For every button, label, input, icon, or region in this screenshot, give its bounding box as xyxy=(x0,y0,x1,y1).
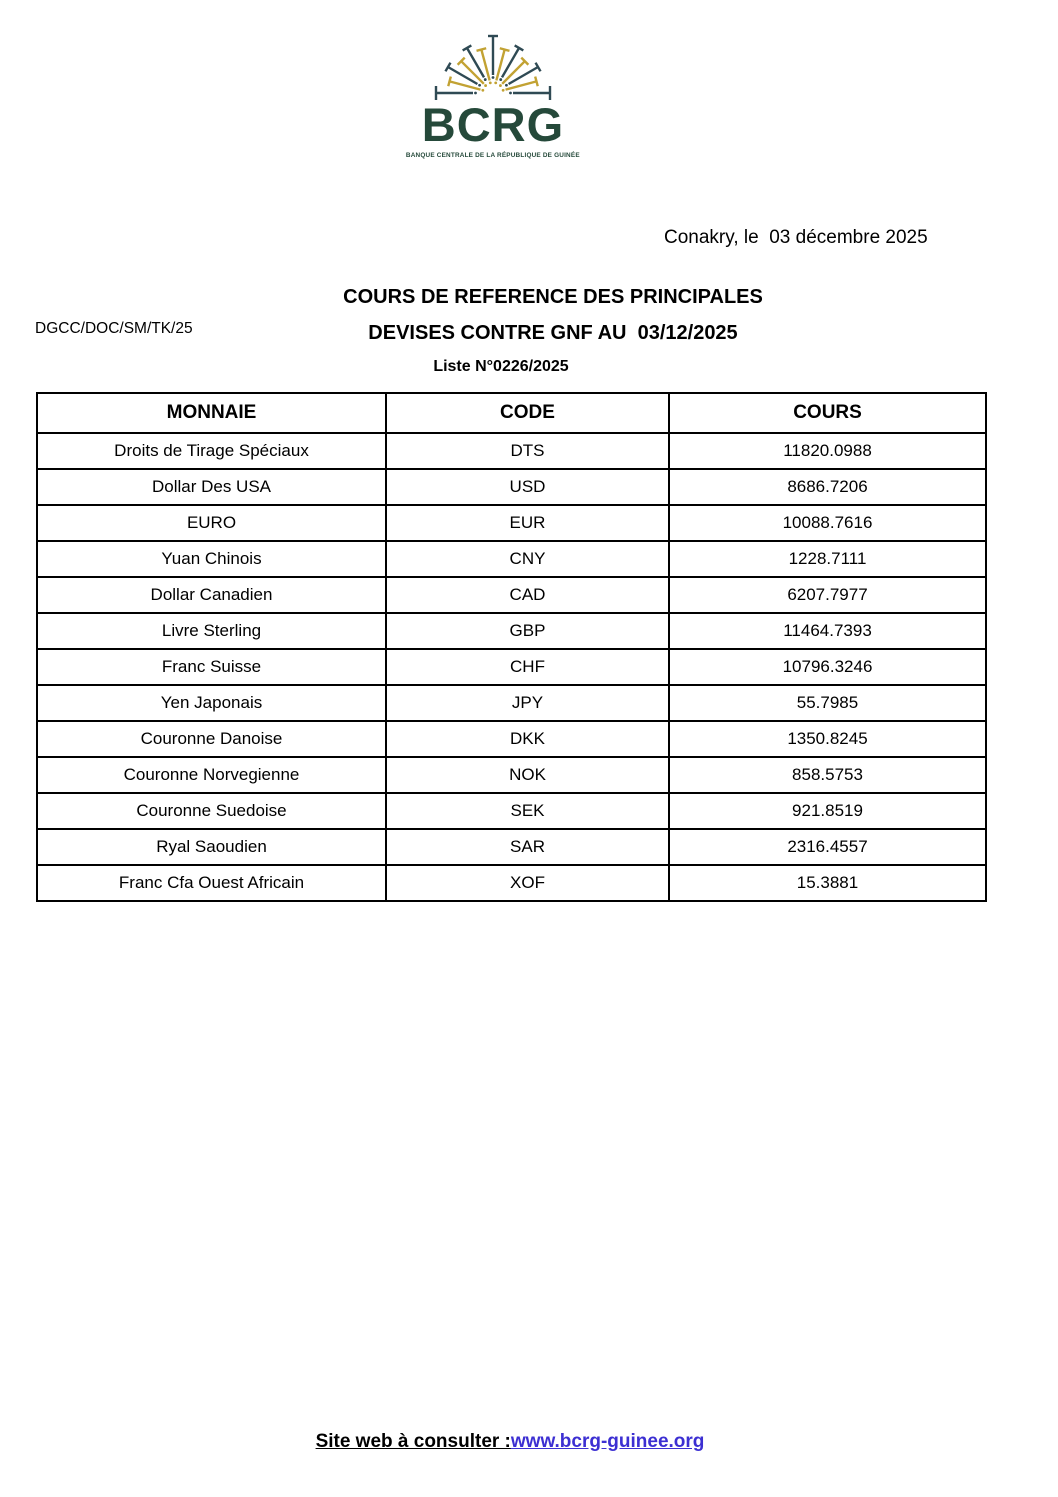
footer-link[interactable]: www.bcrg-guinee.org xyxy=(510,1431,705,1452)
cell-monnaie: Dollar Des USA xyxy=(37,469,386,505)
cell-code: NOK xyxy=(386,757,669,793)
table-row xyxy=(37,829,986,865)
cell-code: EUR xyxy=(386,505,669,541)
place-date-line: Conakry, le 03 décembre 2025 xyxy=(664,227,928,248)
cell-monnaie: Droits de Tirage Spéciaux xyxy=(37,433,386,469)
cell-monnaie: Ryal Saoudien xyxy=(37,829,386,865)
cell-code: XOF xyxy=(386,865,669,901)
bcrg-logo xyxy=(0,30,1022,163)
cell-cours: 1350.8245 xyxy=(669,721,986,757)
column-header-cours: COURS xyxy=(669,393,986,433)
table-row xyxy=(37,793,986,829)
table-row xyxy=(37,577,986,613)
cell-monnaie: Yuan Chinois xyxy=(37,541,386,577)
cell-cours: 858.5753 xyxy=(669,757,986,793)
cell-code: DKK xyxy=(386,721,669,757)
cell-monnaie: Couronne Danoise xyxy=(37,721,386,757)
cell-monnaie: EURO xyxy=(37,505,386,541)
table-row xyxy=(37,613,986,649)
bcrg-logo-rays-icon xyxy=(428,30,558,100)
cell-cours: 2316.4557 xyxy=(669,829,986,865)
cell-monnaie: Livre Sterling xyxy=(37,613,386,649)
column-header-code: CODE xyxy=(386,393,669,433)
cell-cours: 8686.7206 xyxy=(669,469,986,505)
cell-cours: 1228.7111 xyxy=(669,541,986,577)
cell-code: GBP xyxy=(386,613,669,649)
cell-monnaie: Couronne Suedoise xyxy=(37,793,386,829)
list-number: Liste N°0226/2025 xyxy=(433,358,569,375)
cell-code: CNY xyxy=(386,541,669,577)
footer-label: Site web à consulter : xyxy=(315,1431,511,1452)
document-title-line-2: DEVISES CONTRE GNF AU 03/12/2025 xyxy=(368,322,738,344)
table-row xyxy=(37,649,986,685)
footer xyxy=(0,1431,1039,1453)
cell-cours: 55.7985 xyxy=(669,685,986,721)
table-row xyxy=(37,865,986,901)
table-row xyxy=(37,757,986,793)
exchange-rates-table xyxy=(36,392,987,902)
table-header-row xyxy=(37,393,986,433)
table-body xyxy=(37,433,986,901)
cell-cours: 10796.3246 xyxy=(669,649,986,685)
cell-cours: 921.8519 xyxy=(669,793,986,829)
cell-monnaie: Franc Cfa Ouest Africain xyxy=(37,865,386,901)
document-title-line-1: COURS DE REFERENCE DES PRINCIPALES xyxy=(343,286,763,308)
cell-code: DTS xyxy=(386,433,669,469)
cell-code: JPY xyxy=(386,685,669,721)
cell-monnaie: Franc Suisse xyxy=(37,649,386,685)
table-row xyxy=(37,433,986,469)
reference-code: DGCC/DOC/SM/TK/25 xyxy=(35,320,193,337)
cell-cours: 11464.7393 xyxy=(669,613,986,649)
cell-code: USD xyxy=(386,469,669,505)
table-row xyxy=(37,721,986,757)
table-header xyxy=(37,393,986,433)
cell-monnaie: Yen Japonais xyxy=(37,685,386,721)
cell-monnaie: Dollar Canadien xyxy=(37,577,386,613)
cell-code: SEK xyxy=(386,793,669,829)
bcrg-logo-acronym: BCRG xyxy=(421,98,565,151)
cell-cours: 6207.7977 xyxy=(669,577,986,613)
cell-code: CAD xyxy=(386,577,669,613)
cell-code: SAR xyxy=(386,829,669,865)
bcrg-logo-tagline: BANQUE CENTRALE DE LA RÉPUBLIQUE DE GUINÉE xyxy=(406,152,580,160)
table-row xyxy=(37,505,986,541)
cell-cours: 10088.7616 xyxy=(669,505,986,541)
cell-code: CHF xyxy=(386,649,669,685)
table-row xyxy=(37,541,986,577)
cell-cours: 15.3881 xyxy=(669,865,986,901)
cell-cours: 11820.0988 xyxy=(669,433,986,469)
table-row xyxy=(37,469,986,505)
column-header-monnaie: MONNAIE xyxy=(37,393,386,433)
table-row xyxy=(37,685,986,721)
cell-monnaie: Couronne Norvegienne xyxy=(37,757,386,793)
